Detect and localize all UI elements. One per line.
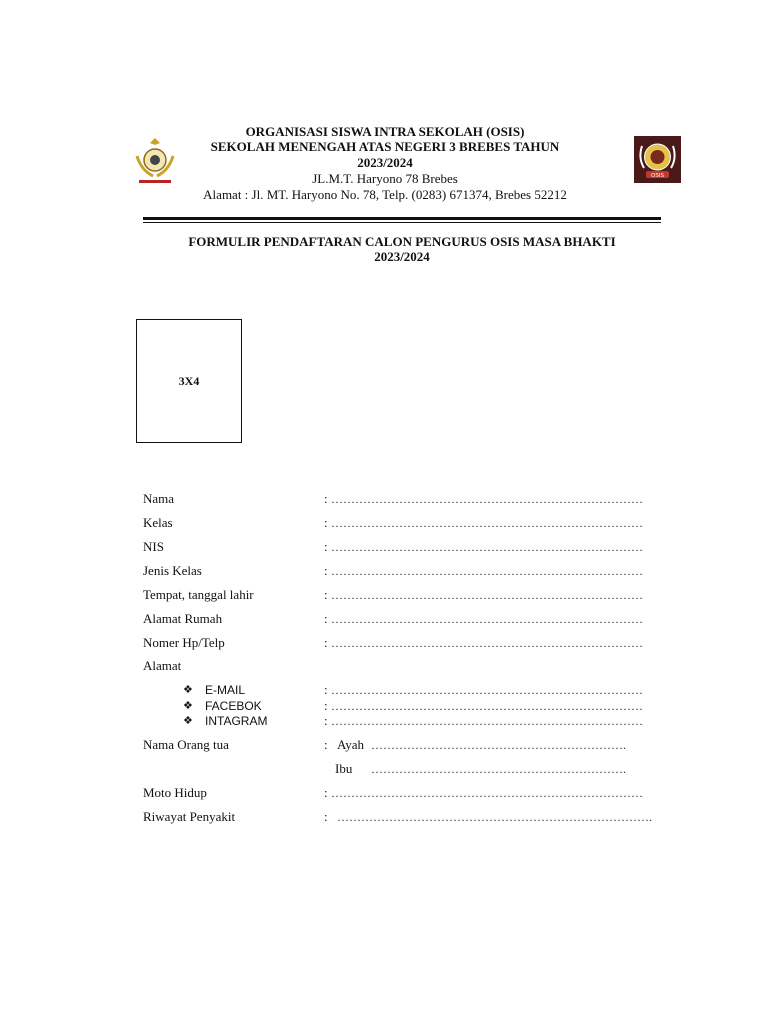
field-orang-tua (0, 737, 768, 753)
fill-line[interactable]: ………………………………………………………. (371, 738, 626, 752)
fill-line[interactable]: …………………………………………………………………… (331, 636, 643, 650)
field-jenis-kelas (0, 563, 768, 579)
field-alamat-rumah (0, 611, 768, 627)
field-nama (0, 491, 768, 507)
school-address: Alamat : Jl. MT. Haryono No. 78, Telp. (0283) 671374, Brebes 52212 (203, 187, 567, 202)
field-kelas (0, 515, 768, 531)
fill-line[interactable]: …………………………………………………………………… (331, 714, 643, 728)
field-colon: : (324, 682, 328, 697)
fill-line[interactable]: …………………………………………………………………… (331, 492, 643, 506)
field-colon: : (324, 515, 328, 530)
field-label: INTAGRAM (205, 714, 268, 728)
field-email (0, 682, 768, 698)
diamond-bullet-icon: ❖ (183, 700, 193, 712)
field-nis (0, 539, 768, 555)
field-colon: : (324, 563, 328, 578)
field-label: Alamat (143, 658, 182, 673)
fill-line[interactable]: …………………………………………………………………… (331, 699, 643, 713)
osis-logo-icon (634, 136, 681, 183)
form-title-year: 2023/2024 (374, 249, 430, 264)
field-label: Tempat, tanggal lahir (143, 587, 254, 602)
ibu-label: Ibu (335, 761, 353, 776)
field-label: Moto Hidup (143, 785, 207, 800)
field-label: Nama Orang tua (143, 737, 229, 752)
field-penyakit (0, 809, 768, 825)
fill-line[interactable]: …………………………………………………………………… (331, 786, 643, 800)
field-colon: : (324, 611, 328, 626)
photo-size-label: 3X4 (178, 374, 200, 388)
school-year: 2023/2024 (357, 155, 413, 170)
fill-line[interactable]: …………………………………………………………………… (331, 564, 643, 578)
osis-logo-text: OSIS (651, 173, 664, 179)
fill-line[interactable]: …………………………………………………………………… (331, 683, 643, 697)
school-street: JL.M.T. Haryono 78 Brebes (312, 171, 458, 186)
fill-line[interactable]: …………………………………………………………………… (331, 516, 643, 530)
field-label: Nama (143, 491, 175, 506)
field-facebook (0, 698, 768, 714)
diamond-bullet-icon: ❖ (183, 684, 193, 696)
field-instagram (0, 713, 768, 729)
header-divider-thin (143, 222, 661, 223)
field-moto (0, 785, 768, 801)
field-label: Alamat Rumah (143, 611, 223, 626)
fill-line[interactable]: …………………………………………………………………… (331, 612, 643, 626)
field-colon: : (324, 809, 328, 824)
school-name: SEKOLAH MENENGAH ATAS NEGERI 3 BREBES TAHUN (210, 139, 560, 154)
field-label: Jenis Kelas (143, 563, 202, 578)
field-label: FACEBOK (205, 699, 262, 713)
field-colon: : (324, 635, 328, 650)
ayah-label: Ayah (337, 737, 364, 752)
form-title: FORMULIR PENDAFTARAN CALON PENGURUS OSIS MASA BHAKTI (188, 234, 616, 249)
field-alamat (0, 658, 768, 674)
field-colon: : (324, 587, 328, 602)
diamond-bullet-icon: ❖ (183, 715, 193, 727)
org-name: ORGANISASI SISWA INTRA SEKOLAH (OSIS) (245, 124, 525, 139)
field-colon: : (324, 491, 328, 506)
fill-line[interactable]: ………………………………………………………. (371, 762, 626, 776)
field-colon: : (324, 713, 328, 728)
header-divider-thick (143, 217, 661, 220)
field-label: NIS (143, 539, 164, 554)
field-label: E-MAIL (205, 683, 246, 697)
field-label: Nomer Hp/Telp (143, 635, 225, 650)
field-label: Riwayat Penyakit (143, 809, 236, 824)
field-colon: : (324, 737, 328, 752)
field-colon: : (324, 785, 328, 800)
fill-line[interactable]: ……………………………………………………………………. (337, 810, 652, 824)
fill-line[interactable]: …………………………………………………………………… (331, 540, 643, 554)
field-colon: : (324, 539, 328, 554)
field-label: Kelas (143, 515, 173, 530)
photo-box (136, 319, 242, 443)
field-ttl (0, 587, 768, 603)
field-colon: : (324, 698, 328, 713)
fill-line[interactable]: …………………………………………………………………… (331, 588, 643, 602)
field-ibu (0, 761, 768, 777)
field-nomer-hp (0, 635, 768, 651)
